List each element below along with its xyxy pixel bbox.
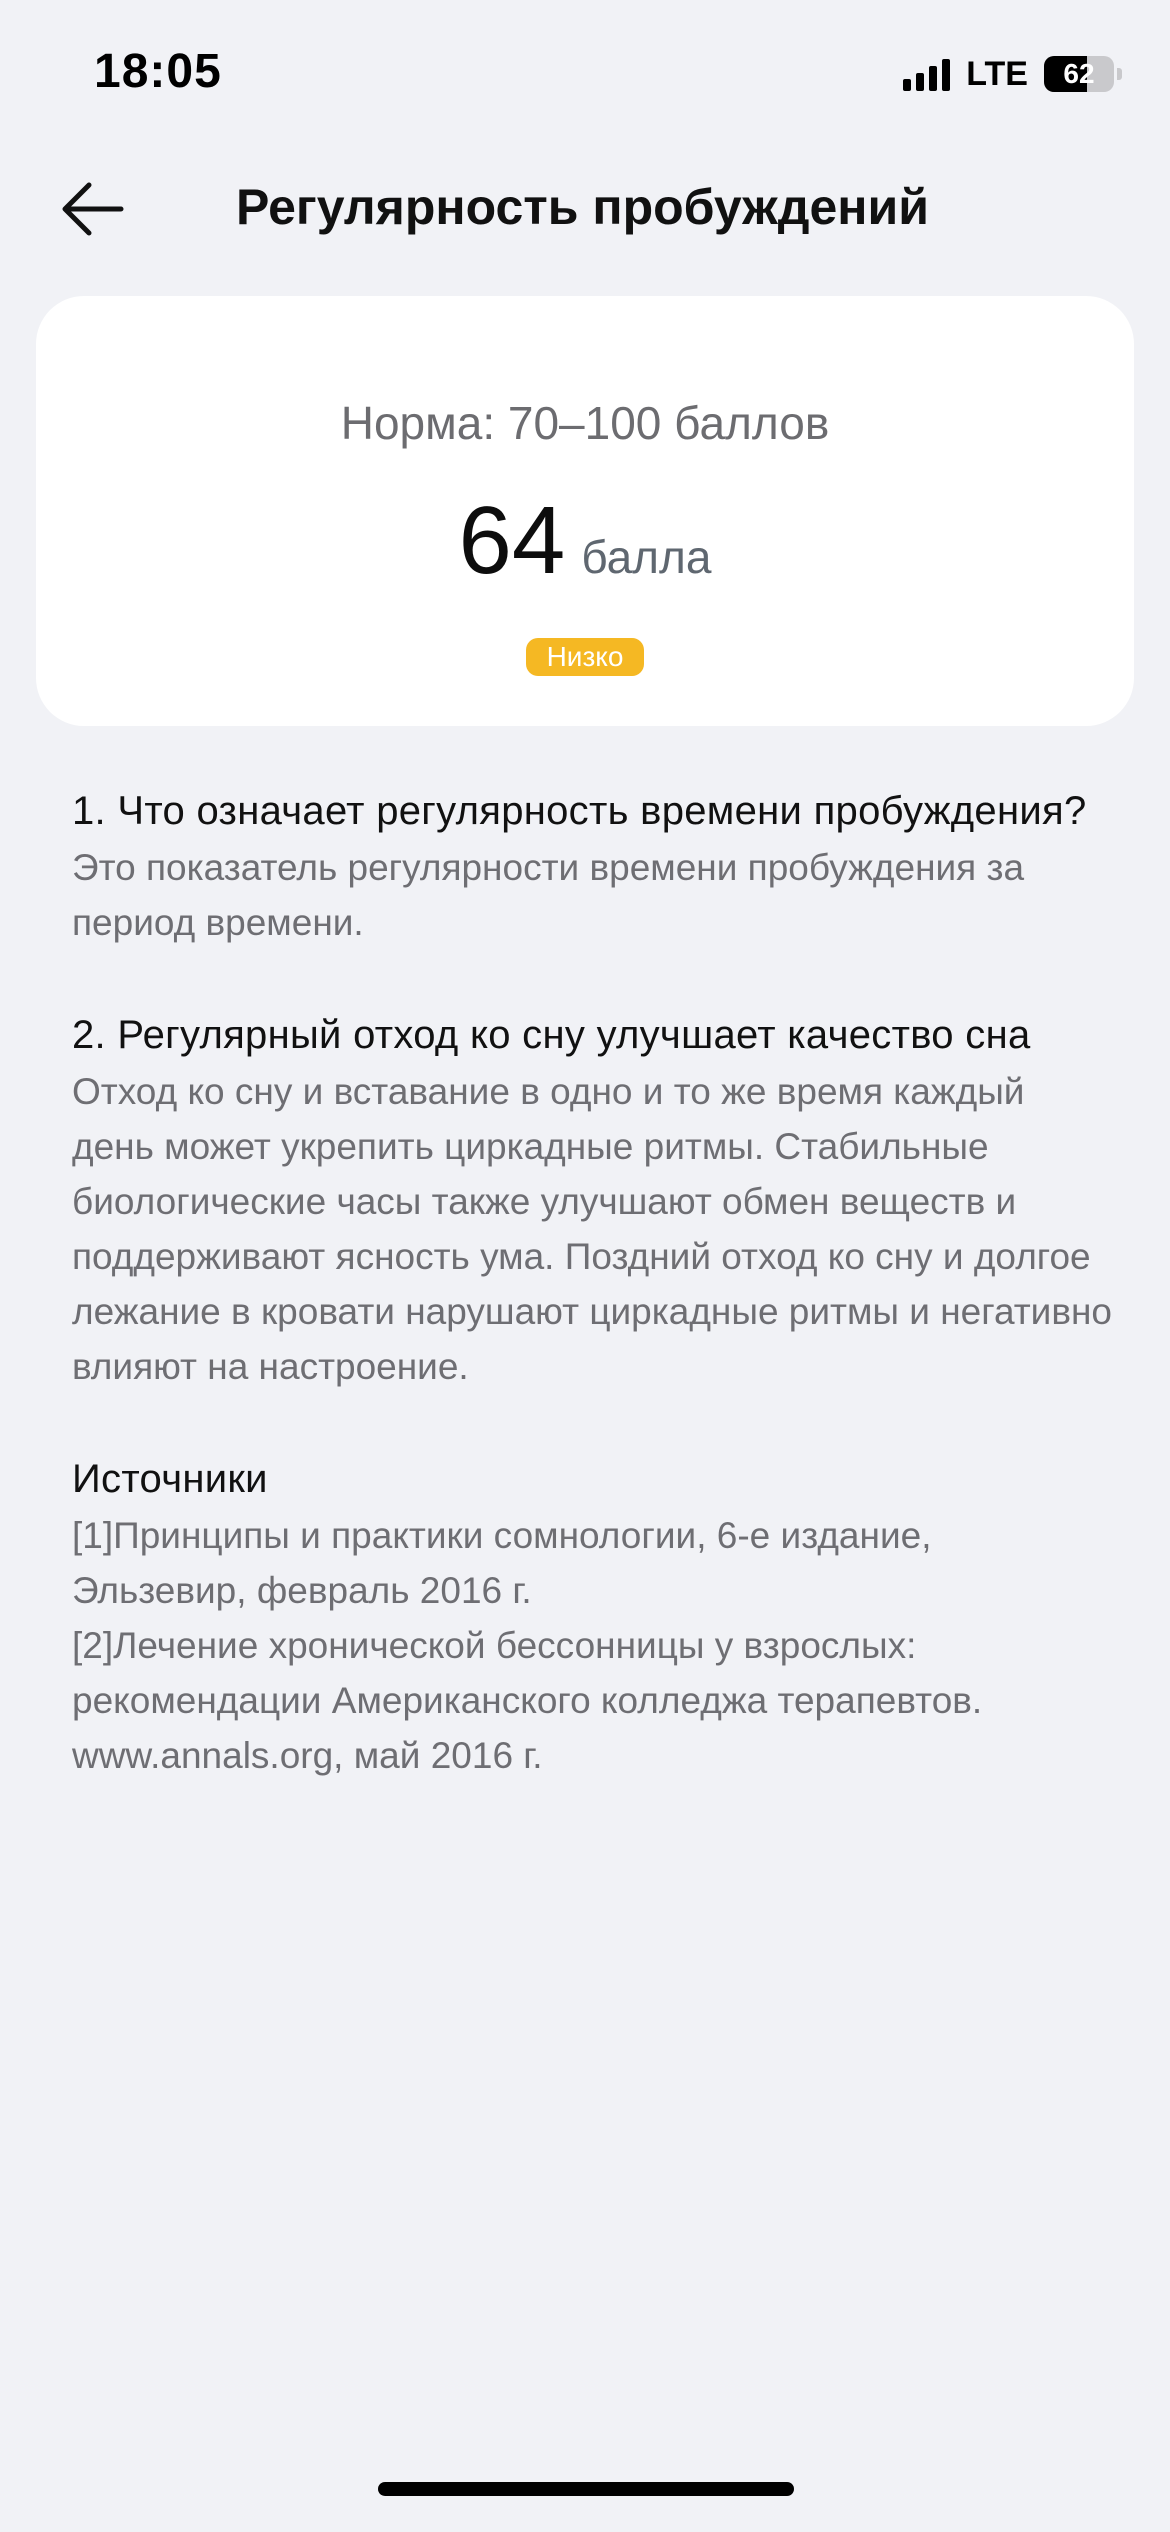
info-section-1 [72, 782, 1112, 950]
info-content [72, 782, 1112, 1839]
info-section-2 [72, 1006, 1112, 1394]
battery-cap [1117, 68, 1122, 80]
section-title: 2. Регулярный отход ко сну улучшает качество сна [72, 1013, 1031, 1057]
battery-icon [1044, 56, 1114, 92]
signal-icon [903, 57, 950, 91]
status-time: 18:05 [94, 45, 222, 98]
status-indicators [903, 52, 1122, 96]
status-badge: Низко [526, 638, 644, 676]
source-item-1: [1]Принципы и практики сомнологии, 6-е издание, Эльзевир, февраль 2016 г. [72, 1515, 932, 1611]
score-unit: балла [581, 531, 712, 583]
score-row [36, 486, 1134, 596]
norm-range-text: Норма: 70–100 баллов [340, 397, 830, 449]
section-title: 1. Что означает регулярность времени пробуждения? [72, 789, 1087, 833]
sources-title: Источники [72, 1457, 268, 1501]
score-value: 64 [458, 487, 566, 594]
arrow-left-icon [59, 181, 125, 237]
home-indicator[interactable] [378, 2482, 794, 2496]
section-body: Отход ко сну и вставание в одно и то же время каждый день может укрепить циркадные ритмы. Стабильные биологические часы также улучшают обмен веществ и поддерживают ясность ума. Поздний отход ко сну и долгое лежание в кровати нарушают циркадные ритмы и негативно влияют на настроение. [72, 1071, 1112, 1387]
score-card [36, 296, 1134, 726]
section-body: Это показатель регулярности времени пробуждения за период времени. [72, 847, 1025, 943]
network-label: LTE [966, 54, 1028, 93]
back-button[interactable] [52, 174, 132, 244]
status-bar [0, 0, 1170, 140]
battery-level: 62 [1063, 58, 1095, 89]
page-title: Регулярность пробуждений [236, 179, 929, 235]
header [0, 150, 1170, 270]
sources-section [72, 1450, 1112, 1783]
source-item-2: [2]Лечение хронической бессонницы у взрослых: рекомендации Американского колледжа терапевтов. www.annals.org, май 2016 г. [72, 1625, 983, 1776]
